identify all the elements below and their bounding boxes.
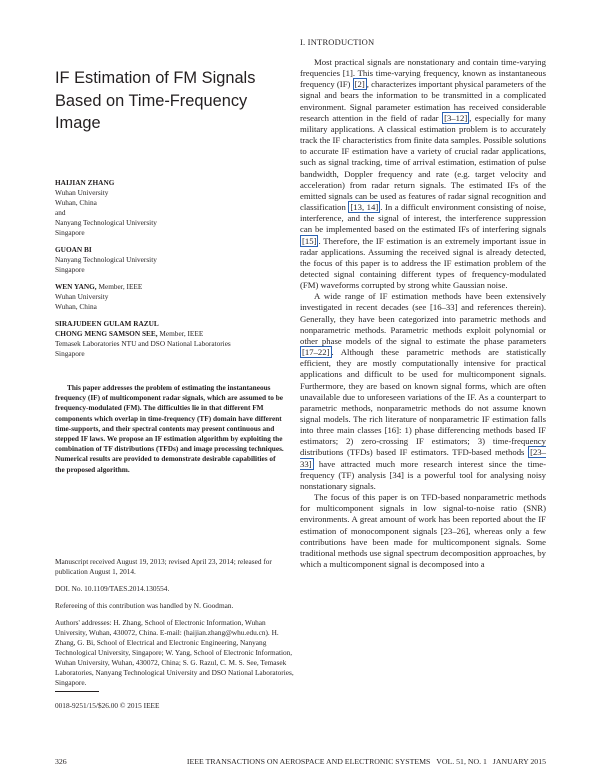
author-affiliation-line: and	[55, 208, 66, 217]
author-affiliation-line: Wuhan, China	[55, 302, 97, 311]
journal-volume: VOL. 51, NO. 1	[436, 757, 487, 766]
author-membership: Member, IEEE	[157, 329, 204, 338]
author-affiliation-line: Singapore	[55, 228, 85, 237]
text-run: have attracted much more research interest since the time-frequency (TF) analysis [34] is a powerful tool for analysing noisy nonstationary signals.	[300, 458, 546, 491]
author-name: WEN YANG,	[55, 282, 97, 291]
author-affiliation-line: Wuhan, China	[55, 198, 97, 207]
author-list	[55, 178, 295, 366]
author-affiliation-line: Nanyang Technological University	[55, 255, 157, 264]
author-name: CHONG MENG SAMSON SEE,	[55, 329, 158, 338]
author-affiliation-line: Wuhan University	[55, 188, 109, 197]
doi: DOI. No. 10.1109/TAES.2014.130554.	[55, 584, 170, 593]
paragraph: The focus of this paper is on TFD-based nonparametric methods for multicomponent signals in low signal-to-noise ratio (SNR) environments. A great amount of work has been reported about the IF estimation of monocomponent signals [23–26], whereas only a few contributions have been made for multicomponent signals. Some traditional methods use signal spectrum decomposition approaches, by which a multicomponent signal is decomposed into a	[300, 492, 546, 570]
citation-link[interactable]: [13, 14]	[350, 202, 379, 213]
paragraph	[300, 57, 546, 291]
journal-date: JANUARY 2015	[492, 757, 546, 766]
manuscript-dates: Manuscript received August 19, 2013; revised April 23, 2014; released for publication August 1, 2014.	[55, 557, 272, 576]
text-run: Most practical signals are nonstationary and contain time-varying frequencies [1]. This time-varying frequency, known as instantaneous frequency (IF)	[300, 57, 546, 90]
author-affiliation-line: Nanyang Technological University	[55, 218, 157, 227]
citation-link[interactable]: [2]	[354, 79, 365, 90]
separator-line	[55, 691, 99, 692]
author-block	[55, 282, 295, 312]
author-block	[55, 178, 295, 238]
copyright-line: 0018-9251/15/$26.00 © 2015 IEEE	[55, 701, 160, 710]
manuscript-notes	[55, 557, 295, 695]
author-affiliation-line: Singapore	[55, 265, 85, 274]
author-addresses: Authors' addresses: H. Zhang, School of Electronic Information, Wuhan University, Wuhan, 430072, China. E-mail: (haijian.zhang@whu.edu.cn). H. Zhang, G. Bi, School of Electrical and Electronic Engineering, Nanyang Technological University, Singapore; W. Yang, School of Electronic Information, Wuhan University, Wuhan, 430072, China; S. G. Razul, C. M. S. See, Temasek Laboratories, Nanyang Technological University and DSO National Laboratories, Singapore.	[55, 618, 294, 687]
paper-title: IF Estimation of FM Signals Based on Time-Frequency Image	[55, 69, 256, 132]
author-name: HAIJIAN ZHANG	[55, 178, 115, 187]
journal-info	[187, 757, 546, 766]
author-membership: Member, IEEE	[96, 282, 143, 291]
author-affiliation-line: Temasek Laboratories NTU and DSO National Laboratories	[55, 339, 231, 348]
page-footer	[55, 757, 546, 766]
citation-link[interactable]: [3–12]	[444, 112, 468, 123]
author-name: GUOAN BI	[55, 245, 92, 254]
text-run: A wide range of IF estimation methods have been extensively investigated in recent decades (see [16–33] and references therein). Generally, they have been categorized into parametric methods and nonparametric methods. Parametric methods exploit polynomial or other phase models of the signal to estimate the phase parameters	[300, 291, 546, 346]
author-affiliation-line: Singapore	[55, 349, 85, 358]
text-run: . Therefore, the IF estimation is an extremely important issue in radar applications. Assuming the received signal is already detected, the focus of this paper is to address the IF estimation problem of the detected signal containing different types of frequency-modulated (FM) waveforms corrupted by strong white Gaussian noise.	[300, 235, 546, 291]
body-text	[300, 57, 546, 570]
page-number: 326	[55, 757, 67, 766]
abstract: This paper addresses the problem of estimating the instantaneous frequency (IF) of multicomponent radar signals, which are assumed to be frequency-modulated (FM). The difficulties lie in that different FM components which overlap in time-frequency (TF) domain have different time-supports, and their spectral contents may present continuous and stepped IF laws. We propose an IF estimation algorithm by exploiting the combination of TF distributions (TFDs) and image processing techniques. Numerical results are provided to demonstrate desirable capabilities of the proposed algorithm.	[55, 383, 284, 474]
text-run: . In a difficult environment consisting of noise, interference, and the signal of interest, the interference suppression can be implemented based on the estimated IFs of interfering signals	[300, 202, 546, 235]
author-block	[55, 319, 295, 359]
journal-name: IEEE TRANSACTIONS ON AEROSPACE AND ELECTRONIC SYSTEMS	[186, 757, 431, 766]
text-run: , especially for many military applications. A classical estimation problem is to accurately track the IF characteristics from finite data samples. Possible solutions to accurate IF estimation have a variety of crucial radar applications, such as signal tracking, time of arrival estimation, estimation of pulse bandwidth, Doppler frequency and rate (e.g. target velocity and acceleration) from radar return signals. The estimated IFs of the emitted signals can be used as features of radar signal recognition and classification	[300, 112, 547, 213]
citation-link[interactable]: [15]	[302, 235, 317, 246]
citation-link[interactable]: [17–22]	[302, 347, 330, 358]
citation-link[interactable]: [23–33]	[300, 447, 546, 469]
text-run: , characterizes important physical parameters of the signal and bears the information to be transmitted in a complicated environment. Signal parameter estimation has received considerable research attention in the field of radar	[300, 79, 547, 123]
text-run: . Although these parametric methods are statistically efficient, they are mostly computationally intensive for practical applications and difficult to be used for multicomponent signals. Furthermore, they are based on known signal forms, which are often unavailable due to unforeseen variations of the IF. As a counterpart to parametric methods, nonparametric methods do not assume known signal models. The rich literature of nonparametric IF estimation falls into three main classes [16]: 1) phase differencing methods based IF estimators; 2) zero-crossing IF estimators; 3) time-frequency distributions (TFDs) based IF estimators. TFD-based methods	[300, 347, 546, 458]
section-heading: I. INTRODUCTION	[300, 37, 375, 47]
refereeing-note: Refereeing of this contribution was handled by N. Goodman.	[55, 601, 234, 610]
author-affiliation-line: Wuhan University	[55, 292, 109, 301]
paragraph	[300, 291, 546, 492]
author-block	[55, 245, 295, 275]
author-name: SIRAJUDEEN GULAM RAZUL	[55, 319, 159, 328]
